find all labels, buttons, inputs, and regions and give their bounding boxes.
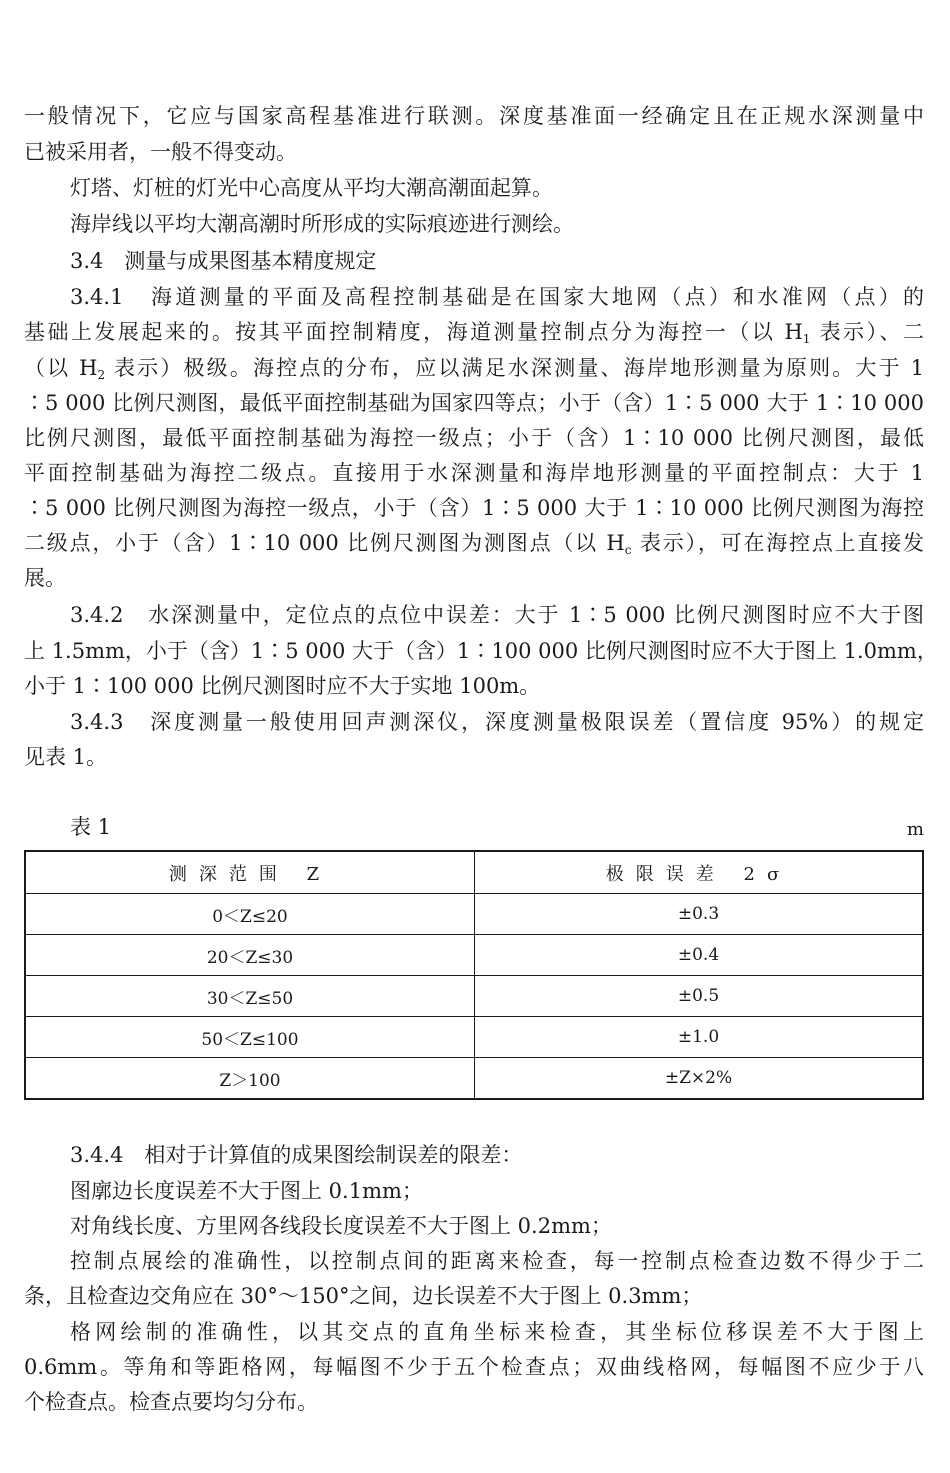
table-unit: m — [906, 819, 924, 840]
column-header-limit-error: 极限误差 2σ — [475, 851, 924, 894]
depth-range-cell: 30＜Z≤50 — [25, 976, 475, 1017]
limit-error-cell: ±1.0 — [475, 1017, 924, 1058]
paragraph-line: 二级点，小于（含）1∶10 000 比例尺测图为测图点（以 $H_c$ 表示），可在海控点上直接发 — [24, 531, 924, 557]
paragraph-line: 小于 1∶100 000 比例尺测图时应不大于实地 100m。 — [24, 674, 541, 698]
paragraph-line: 平面控制基础为海控二级点。直接用于水深测量和海岸地形测量的平面控制点：大于 1 — [24, 461, 924, 485]
paragraph-line: ∶5 000 比例尺测图为海控一级点，小于（含）1∶5 000 大于 1∶10 000 比例尺测图为海控 — [24, 496, 924, 520]
depth-range-cell: 50＜Z≤100 — [25, 1017, 475, 1058]
limit-error-cell: ±0.3 — [475, 894, 924, 935]
paragraph-line: 见表 1。 — [24, 745, 108, 769]
limit-error-cell: ±0.4 — [475, 935, 924, 976]
paragraph-line: 一般情况下，它应与国家高程基准进行联测。深度基准面一经确定且在正规水深测量中 — [24, 104, 924, 128]
paragraph-line: 条，且检查边交角应在 30°～150°之间，边长误差不大于图上 0.3mm； — [24, 1284, 703, 1308]
table-row — [25, 935, 923, 976]
paragraph-line: 上 1.5mm，小于（含）1∶5 000 大于（含）1∶100 000 比例尺测图时应不大于图上 1.0mm， — [24, 639, 938, 663]
depth-range-cell: 20＜Z≤30 — [25, 935, 475, 976]
paragraph-line: 比例尺测图，最低平面控制基础为海控一级点；小于（含）1∶10 000 比例尺测图，最低 — [24, 426, 924, 450]
paragraph-line: 已被采用者，一般不得变动。 — [24, 140, 297, 164]
table-caption: 表 1 — [70, 815, 112, 839]
section-heading-3-4: 3.4 测量与成果图基本精度规定 — [70, 249, 377, 273]
table-row — [25, 976, 923, 1017]
paragraph-line: （以 $H_2$ 表示）极级。海控点的分布，应以满足水深测量、海岸地形测量为原则。大于 1 — [24, 356, 924, 382]
table-row — [25, 1017, 923, 1058]
paragraph-line: 3.4.2 水深测量中，定位点的点位中误差：大于 1∶5 000 比例尺测图时应不大于图 — [70, 603, 924, 627]
paragraph-line: 控制点展绘的准确性，以控制点间的距离来检查，每一控制点检查边数不得少于二 — [70, 1249, 924, 1273]
table-row — [25, 894, 923, 935]
limit-error-cell: ±Z×2% — [475, 1058, 924, 1100]
paragraph-line: 个检查点。检查点要均匀分布。 — [24, 1390, 318, 1414]
paragraph-line: 展。 — [24, 566, 66, 590]
column-header-depth-range: 测深范围 Z — [25, 851, 475, 894]
paragraph-line: 图廓边长度误差不大于图上 0.1mm； — [70, 1179, 423, 1203]
paragraph-line: 3.4.1 海道测量的平面及高程控制基础是在国家大地网（点）和水准网（点）的 — [70, 285, 924, 309]
paragraph-line: 对角线长度、方里网各线段长度误差不大于图上 0.2mm； — [70, 1214, 612, 1238]
paragraph-line: 格网绘制的准确性，以其交点的直角坐标来检查，其坐标位移误差不大于图上 — [70, 1320, 924, 1344]
limit-error-cell: ±0.5 — [475, 976, 924, 1017]
paragraph-line: 基础上发展起来的。按其平面控制精度，海道测量控制点分为海控一（以 $H_1$ 表示）、二 — [24, 320, 924, 346]
paragraph-line: 海岸线以平均大潮高潮时所形成的实际痕迹进行测绘。 — [70, 212, 574, 236]
table-header-row — [25, 851, 923, 894]
depth-range-cell: 0＜Z≤20 — [25, 894, 475, 935]
paragraph-line: ∶5 000 比例尺测图，最低平面控制基础为国家四等点；小于（含）1∶5 000 大于 1∶10 000 — [24, 391, 924, 415]
table-row — [25, 1058, 923, 1100]
depth-range-cell: Z＞100 — [25, 1058, 475, 1100]
paragraph-line: 3.4.3 深度测量一般使用回声测深仪，深度测量极限误差（置信度 95%）的规定 — [70, 710, 924, 734]
section-heading-3-4-4: 3.4.4 相对于计算值的成果图绘制误差的限差： — [70, 1143, 523, 1167]
paragraph-line: 0.6mm。等角和等距格网，每幅图不少于五个检查点；双曲线格网，每幅图不应少于八 — [24, 1355, 924, 1379]
depth-error-table — [24, 850, 924, 1100]
paragraph-line: 灯塔、灯桩的灯光中心高度从平均大潮高潮面起算。 — [70, 176, 553, 200]
